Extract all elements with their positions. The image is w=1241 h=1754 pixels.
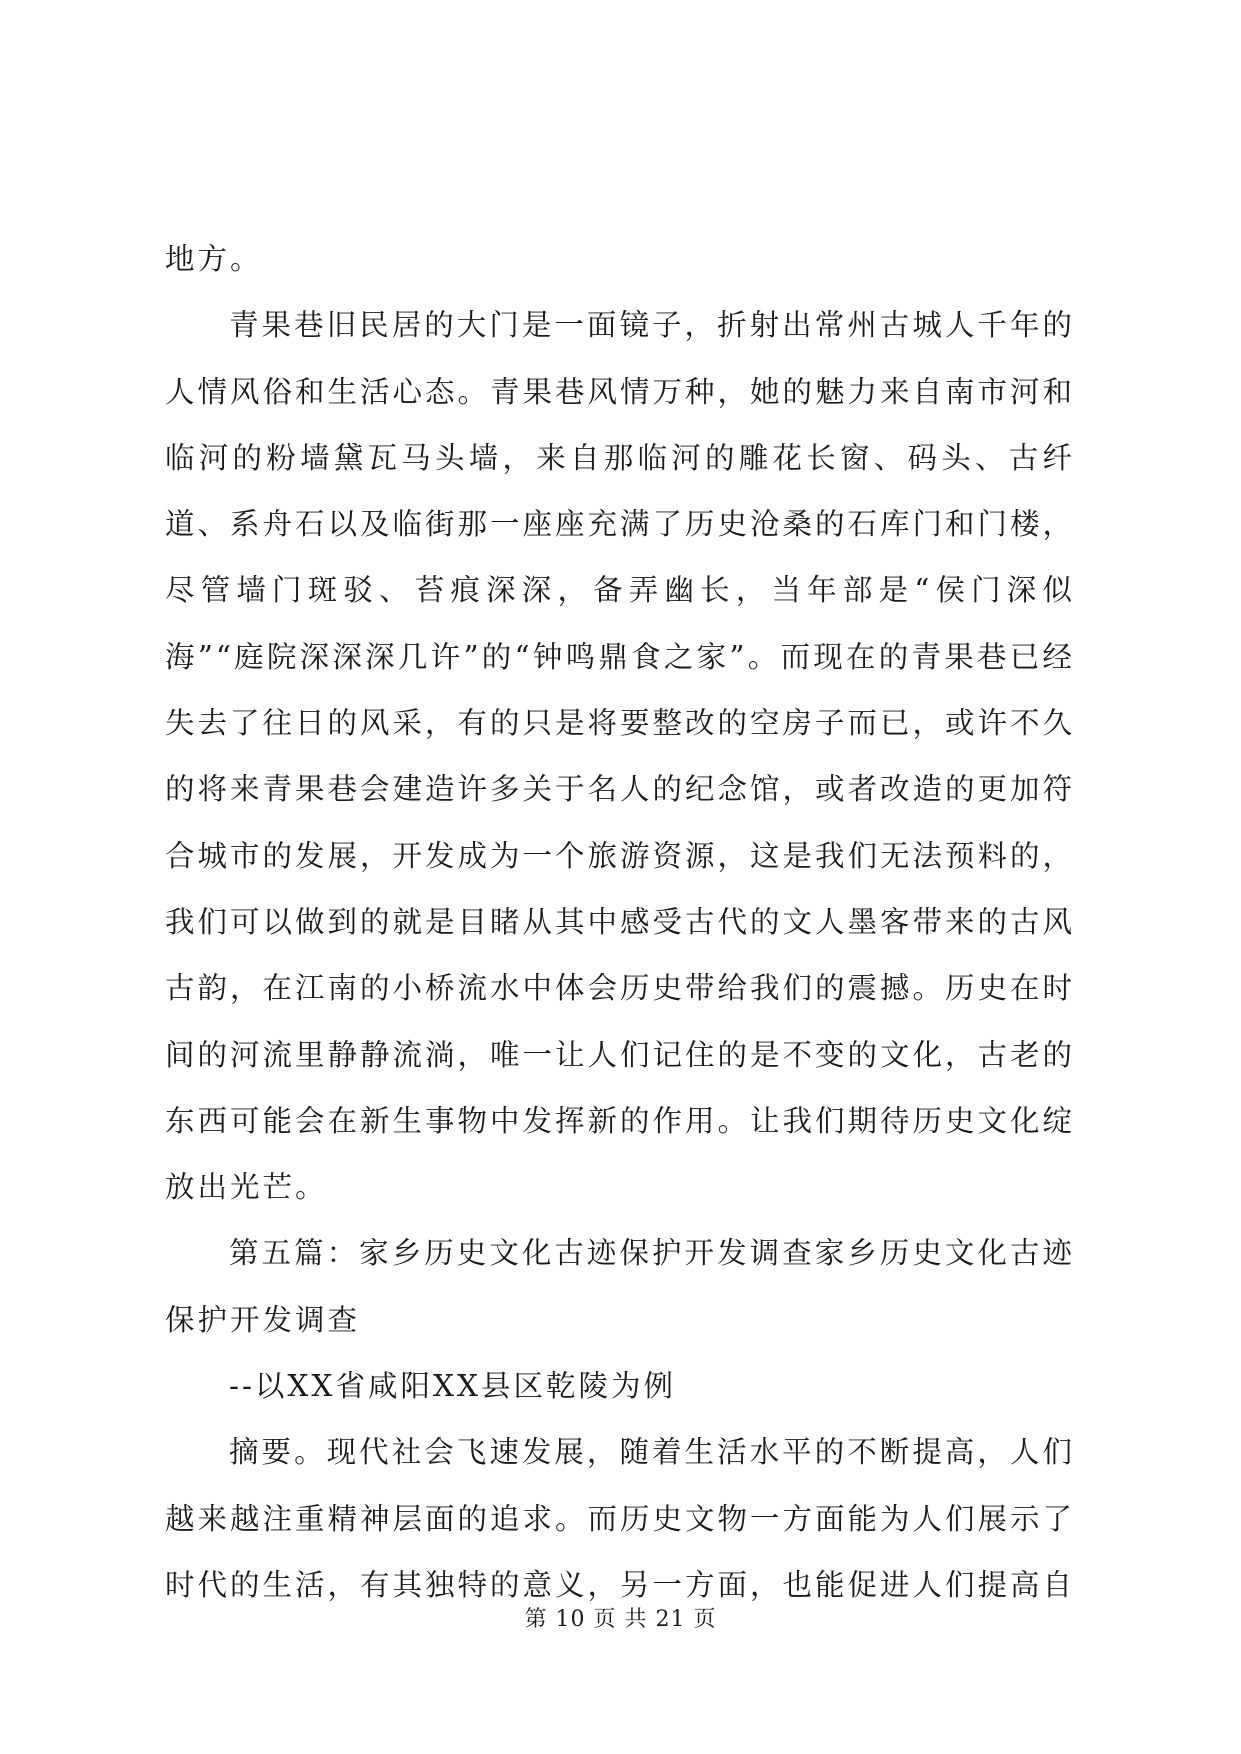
paragraph-continuation: 地方。 — [165, 242, 263, 276]
section-heading: 第五篇：家乡历史文化古迹保护开发调查家乡历史文化古迹保护开发调查 — [165, 1236, 1075, 1337]
document-body — [165, 226, 1075, 1618]
page-number-footer: 第 10 页 共 21 页 — [524, 1607, 717, 1632]
paragraph-abstract: 摘要。现代社会飞速发展，随着生活水平的不断提高，人们越来越注重精神层面的追求。而历史文物一方面能为人们展示了时代的生活，有其独特的意义，另一方面，也能促进人们提高自 — [165, 1435, 1076, 1602]
section-subtitle: --以XX省咸阳XX县区乾陵为例 — [229, 1369, 676, 1404]
paragraph-qingguo-lane: 青果巷旧民居的大门是一面镜子，折射出常州古城人千年的人情风俗和生活心态。青果巷风情万种，她的魅力来自南市河和临河的粉墙黛瓦马头墙，来自那临河的雕花长窗、码头、古纤道、系舟石以及临街那一座座充满了历史沧桑的石库门和门楼，尽管墙门斑驳、苔痕深深，备弄幽长，当年部是“侯门深似海”“庭院深深深几许”的“钟鸣鼎食之家”。而现在的青果巷已经失去了往日的风采，有的只是将要整改的空房子而已，或许不久的将来青果巷会建造许多关于名人的纪念馆，或者改造的更加符合城市的发展，开发成为一个旅游资源，这是我们无法预料的，我们可以做到的就是目睹从其中感受古代的文人墨客带来的古风古韵，在江南的小桥流水中体会历史带给我们的震撼。历史在时间的河流里静静流淌，唯一让人们记住的是不变的文化，古老的东西可能会在新生事物中发挥新的作用。让我们期待历史文化绽放出光芒。 — [165, 308, 1076, 1205]
